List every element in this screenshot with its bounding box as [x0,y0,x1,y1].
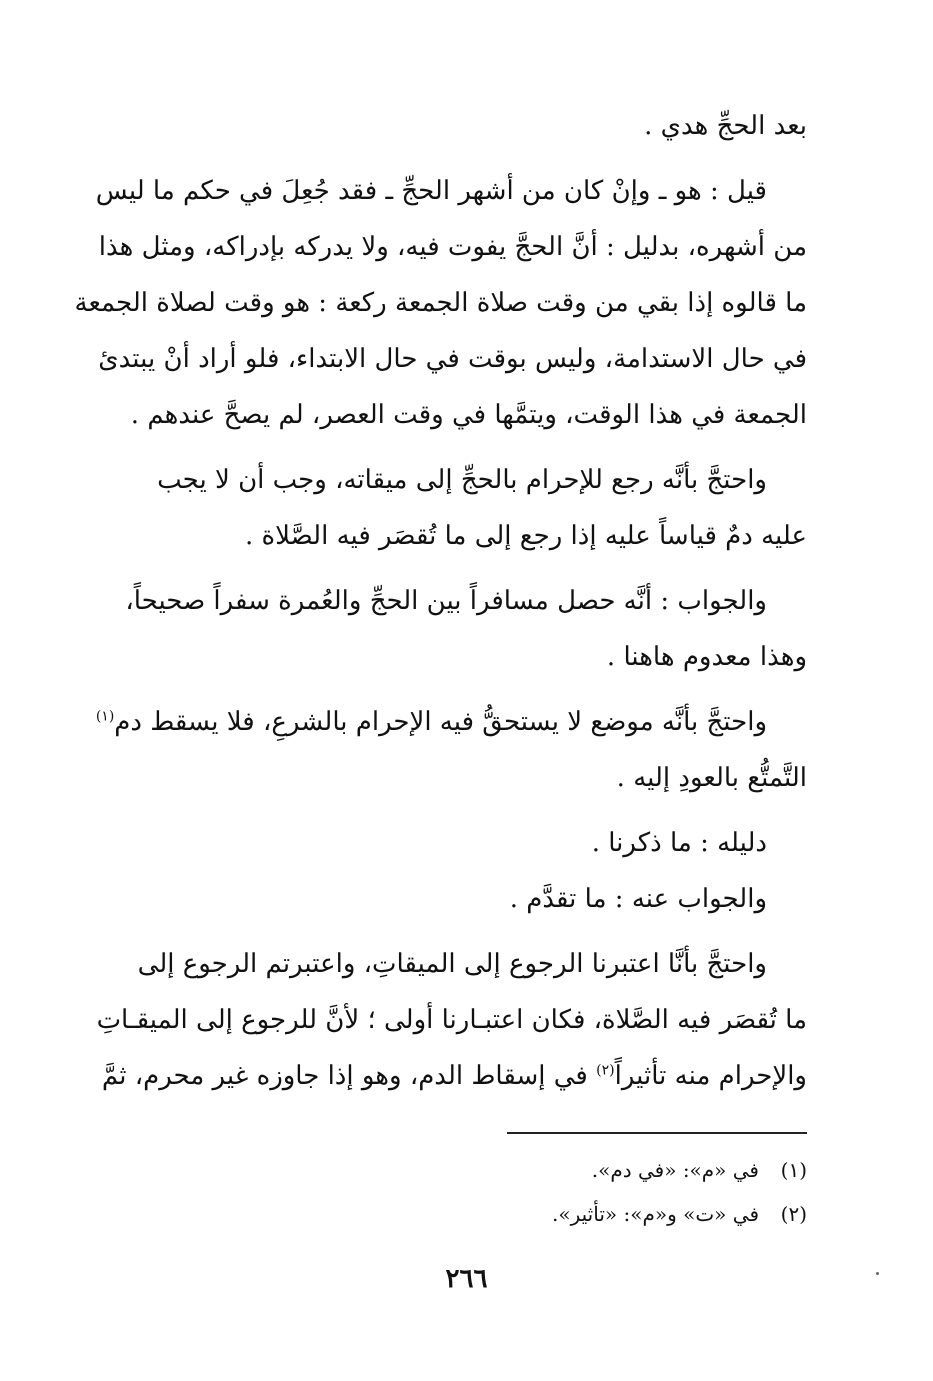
footnote [207,1148,807,1192]
text-line: قيل : هو ـ وإنْ كان من أشهر الحجِّ ـ فقد جُعِلَ في حكم ما ليس [95,176,767,206]
footnote-text: في «ت» و«م»: «تأثير». [552,1202,759,1226]
text-line: التَّمتُّع بالعودِ إليه . [616,763,807,793]
line-text: في إسقاط الدم، وهو إذا جاوزه غير محرم، ثمَّ [101,1061,597,1091]
text-line: عليه دمٌ قياساً عليه إذا رجع إلى ما تُقصَر فيه الصَّلاة . [244,521,807,551]
text-line: دليله : ما ذكرنا . [591,828,767,858]
text-line [95,694,807,750]
footnote-number: (١) [780,1158,807,1182]
footnote-ref: (٢) [596,1062,615,1079]
footnote-text: في «م»: «في دم». [591,1158,759,1182]
text-line: واحتجَّ بأنَّا اعتبرنا الرجوع إلى الميقاتِ، واعتبرتم الرجوع إلى [137,949,767,979]
text-line: واحتجَّ بأنَّه رجع للإحرام بالحجِّ إلى ميقاته، وجب أن لا يجب [157,465,767,495]
text-line: بعد الحجِّ هدي . [644,111,807,141]
text-line: وهذا معدوم هاهنا . [606,642,807,672]
main-text [74,98,807,1104]
footnote-ref: (١) [95,708,115,725]
line-text: والإحرام منه تأثيراً [614,1061,807,1091]
text-line: من أشهره، بدليل : أنَّ الحجَّ يفوت فيه، ولا يدركه بإدراكه، ومثل هذا [98,232,807,262]
footnote-number: (٢) [780,1202,807,1226]
text-line: في حال الاستدامة، وليس بوقت في حال الابتداء، فلو أراد أنْ يبتدئ [98,344,807,374]
text-line: والجواب عنه : ما تقدَّم . [509,884,767,914]
text-line: الجمعة في هذا الوقت، ويتمَّها في وقت العصر، لم يصحَّ عندهم . [130,400,807,430]
footnote [207,1192,807,1236]
footnotes [207,1148,807,1236]
scan-speck [876,1272,879,1275]
footnote-separator [507,1132,807,1134]
text-line [95,1048,807,1104]
text-line: والجواب : أنَّه حصل مسافراً بين الحجِّ والعُمرة سفراً صحيحاً، [125,586,767,616]
text-line: ما قالوه إذا بقي من وقت صلاة الجمعة ركعة : هو وقت لصلاة الجمعة [74,288,807,318]
text-line: ما تُقصَر فيه الصَّلاة، فكان اعتبـارنا أولى ؛ لأنَّ للرجوع إلى الميقـاتِ [96,1005,807,1035]
line-text: واحتجَّ بأنَّه موضع لا يستحقُّ فيه الإحرام بالشرعِ، فلا يسقط دم [114,707,767,737]
page-number: ٢٦٦ [445,1264,488,1294]
